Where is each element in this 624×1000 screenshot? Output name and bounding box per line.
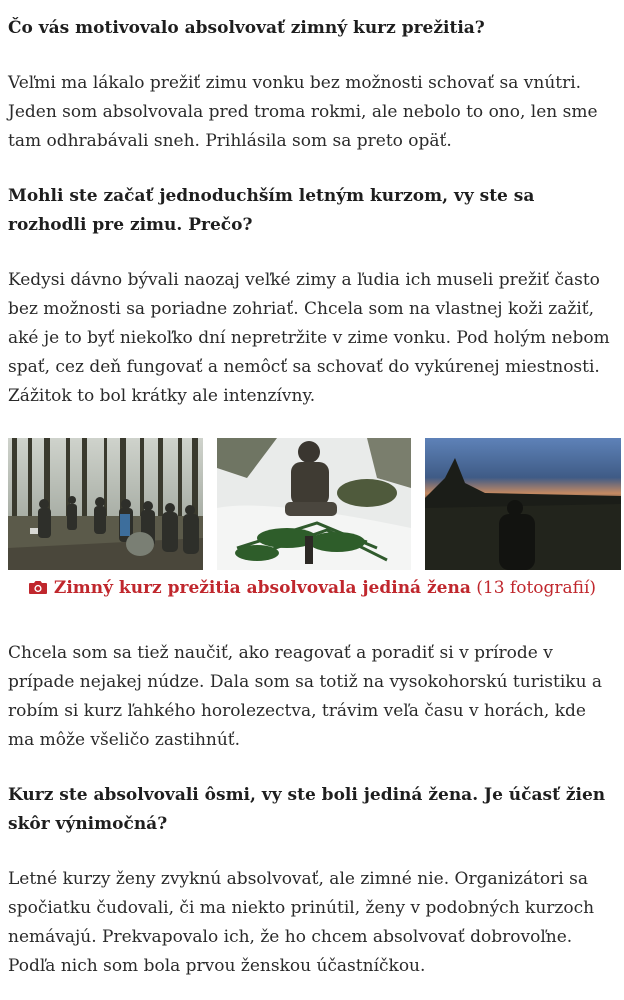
gallery-photo-snow-branches[interactable] — [217, 438, 411, 570]
answer-2: Kedysi dávno bývali naozaj veľké zimy a ľudia ich museli prežiť často bez možnosti sa poriadne zohriať. Chcela som na vlastnej koži zažiť, aké je to byť niekoľko dní nepretržite v zime vonku. Pod holým nebom spať, cez deň fungovať a nemôcť sa schovať do vykúrenej miestnosti. Zážitok to bol krátky ale intenzívny. — [8, 270, 610, 406]
photo-gallery[interactable] — [8, 438, 616, 572]
gallery-caption-title[interactable]: Zimný kurz prežitia absolvovala jediná žena — [53, 578, 471, 598]
question-2: Mohli ste začať jednoduchším letným kurzom, vy ste sa rozhodli pre zimu. Prečo? — [8, 186, 535, 235]
gallery-photo-forest-group[interactable] — [8, 438, 203, 570]
question-1: Čo vás motivovalo absolvovať zimný kurz prežitia? — [8, 18, 485, 38]
camera-icon — [28, 577, 48, 603]
answer-4: Letné kurzy ženy zvyknú absolvovať, ale zimné nie. Organizátori sa spočiatku čudovali, či ma niekto prinútil, ženy v podobných kurzoch nemávajú. Prekvapovalo ich, že ho chcem absolvovať dobrovoľne. Podľa nich som bola prvou ženskou účastníčkou. — [8, 869, 595, 976]
answer-3: Chcela som sa tiež naučiť, ako reagovať a poradiť si v prírode v prípade nejakej núdze. Dala som sa totiž na vysokohorskú turistiku a robím si kurz ľahkého horolezectva, trávim veľa času v horách, kde ma môže všeličo zastihnúť. — [8, 643, 603, 750]
gallery-photo-dusk-silhouette[interactable] — [425, 438, 621, 570]
question-3: Kurz ste absolvovali ôsmi, vy ste boli jediná žena. Je účasť žien skôr výnimočná? — [8, 785, 606, 834]
gallery-caption-count[interactable]: (13 fotografií) — [476, 578, 597, 598]
answer-1: Veľmi ma lákalo prežiť zimu vonku bez možnosti schovať sa vnútri. Jeden som absolvovala pred troma rokmi, ale nebolo to ono, len sme tam odhrabávali sneh. Prihlásila som sa preto opäť. — [8, 73, 598, 151]
gallery-caption-link[interactable] — [8, 575, 616, 603]
